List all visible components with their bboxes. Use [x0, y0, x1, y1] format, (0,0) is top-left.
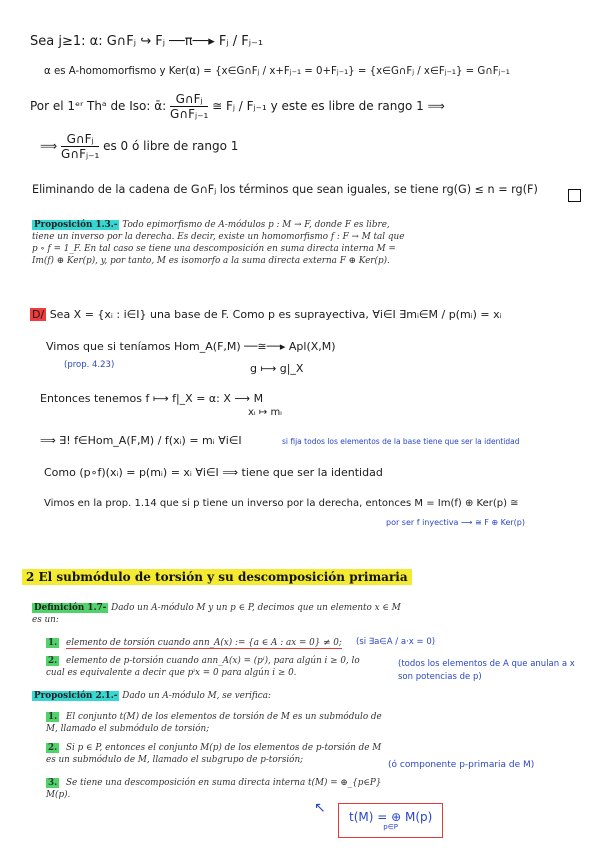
- def-item-2-note: (todos los elementos de A que anulan a x son potencias de p): [398, 659, 575, 682]
- line-3-tail: ≅ Fⱼ / Fⱼ₋₁ y este es libre de rango 1 ⟹: [212, 99, 445, 113]
- definition-1-7: [32, 602, 402, 626]
- qed-checkbox[interactable]: [568, 189, 581, 202]
- proof-line-1: [30, 308, 502, 321]
- prop-item-1-text: El conjunto t(M) de los elementos de torsión de M es un submódulo de M, llamado el submódulo de torsión;: [46, 712, 382, 734]
- fraction-2-den: G∩Fⱼ₋₁: [61, 147, 100, 161]
- prop-1-3-text: Todo epimorfismo de A-módulos p : M → F, donde F es libre, tiene un inverso por la derecha. Es decir, existe un homomorfismo f : F → M tal que p ∘ f = 1_F. En tal caso se tiene una descomposición en suma directa interna M = Im(f) ⊕ Ker(p), y, por tanto, M es isomorfo a la suma directa externa F ⊕ Ker(p).: [32, 220, 405, 266]
- prop-item-2-text: Si p ∈ P, entonces el conjunto M(p) de los elementos de p-torsión de M es un submódulo de M, llamado el subgrupo de p-torsión;: [46, 743, 382, 765]
- proof-line-2b: g ⟼ g|_X: [250, 362, 304, 375]
- section-title: 2 El submódulo de torsión y su descomposición primaria: [22, 569, 412, 585]
- prop-2-1-item-2: [46, 742, 391, 766]
- def-1-7-text: Dado un A-módulo M y un p ∈ P, decimos que un elemento x ∈ M es un:: [32, 603, 401, 625]
- def-item-1-text: elemento de torsión cuando ann_A(x) := {a ∈ A : ax = 0} ≠ 0;: [65, 638, 342, 648]
- proof-line-4-note: si fija todos los elementos de la base tiene que ser la identidad: [282, 437, 520, 446]
- def-item-2-number: 2.: [48, 656, 58, 666]
- prop-item-1-number: 1.: [48, 712, 58, 722]
- proof-line-3: Entonces tenemos f ⟼ f|_X = α: X ⟶ M: [40, 392, 264, 405]
- line-4-tail: es 0 ó libre de rango 1: [103, 139, 239, 153]
- prop-item-2-number: 2.: [48, 743, 58, 753]
- def-1-7-item-1: [46, 637, 356, 649]
- proof-line-3b: xᵢ ↦ mᵢ: [248, 407, 282, 418]
- proposition-2-1: [32, 690, 412, 702]
- boxed-arrow: ↖: [314, 800, 326, 816]
- line-3-lead: Por el 1ᵉʳ Thᵃ de Iso: ᾱ:: [30, 99, 167, 113]
- fraction-2: [61, 132, 99, 161]
- def-item-2-text: elemento de p-torsión cuando ann_A(x) = (pⁱ), para algún i ≥ 0, lo cual es equivalente a decir que pⁱx = 0 para algún i ≥ 0.: [46, 656, 360, 678]
- boxed-formula: t(M) = ⊕ M(p): [349, 810, 433, 824]
- prop-item-2-note: (ó componente p-primaria de M): [388, 760, 535, 770]
- proof-line-2-note: (prop. 4.23): [64, 360, 115, 370]
- def-item-1-note: (si ∃a∈A / a·x = 0): [356, 637, 436, 647]
- proposition-1-3: [32, 219, 412, 267]
- fraction-1-num: G∩Fⱼ: [170, 92, 208, 107]
- proof-line-4: ⟹ ∃! f∈Hom_A(F,M) / f(xᵢ) = mᵢ ∀i∈I: [40, 434, 242, 447]
- line-3: [30, 92, 445, 121]
- prop-1-3-heading: Proposición 1.3.-: [34, 220, 118, 230]
- def-item-1-number: 1.: [48, 638, 58, 648]
- line-1: Sea j≥1: α: G∩Fⱼ ↪ Fⱼ ──π──▸ Fⱼ / Fⱼ₋₁: [30, 34, 264, 49]
- boxed-subscript: p∈P: [383, 823, 399, 831]
- line-4-arrow: ⟹: [40, 139, 58, 153]
- line-4: [40, 132, 238, 161]
- proof-line-6: Vimos en la prop. 1.14 que si p tiene un inverso por la derecha, entonces M = Im(f) ⊕ Ker(p) ≅: [44, 498, 519, 509]
- proof-line-6-note: por ser f inyectiva ⟶ ≅ F ⊕ Ker(p): [386, 518, 525, 527]
- line-2: α es A-homomorfismo y Ker(α) = {x∈G∩Fⱼ / x+Fⱼ₋₁ = 0+Fⱼ₋₁} = {x∈G∩Fⱼ / x∈Fⱼ₋₁} = G∩Fⱼ₋₁: [44, 66, 510, 77]
- proof-line-2: Vimos que si teníamos Hom_A(F,M) ──≅──▸ Apl(X,M): [46, 340, 336, 353]
- proof-line-1-text: Sea X = {xᵢ : i∈I} una base de F. Como p es suprayectiva, ∀i∈I ∃mᵢ∈M / p(mᵢ) = xᵢ: [49, 308, 502, 321]
- proof-line-5: Como (p∘f)(xᵢ) = p(mᵢ) = xᵢ ∀i∈I ⟹ tiene que ser la identidad: [44, 466, 383, 479]
- prop-2-1-text: Dado un A-módulo M, se verifica:: [122, 691, 271, 701]
- proof-tag: D/: [32, 308, 45, 321]
- prop-2-1-heading: Proposición 2.1.-: [34, 691, 118, 701]
- prop-2-1-item-3: [46, 777, 391, 801]
- fraction-1: [170, 92, 208, 121]
- fraction-2-num: G∩Fⱼ: [61, 132, 99, 147]
- prop-2-1-item-1: [46, 711, 391, 735]
- def-1-7-item-2: [46, 655, 376, 679]
- prop-item-3-text: Se tiene una descomposición en suma directa interna t(M) = ⊕_{p∈P} M(p).: [46, 778, 382, 800]
- def-1-7-heading: Definición 1.7-: [34, 603, 107, 613]
- line-5: Eliminando de la cadena de G∩Fⱼ los términos que sean iguales, se tiene rg(G) ≤ n = rg(F): [32, 183, 538, 196]
- prop-item-3-number: 3.: [48, 778, 58, 788]
- boxed-result: [338, 803, 443, 838]
- fraction-1-den: G∩Fⱼ₋₁: [170, 107, 209, 121]
